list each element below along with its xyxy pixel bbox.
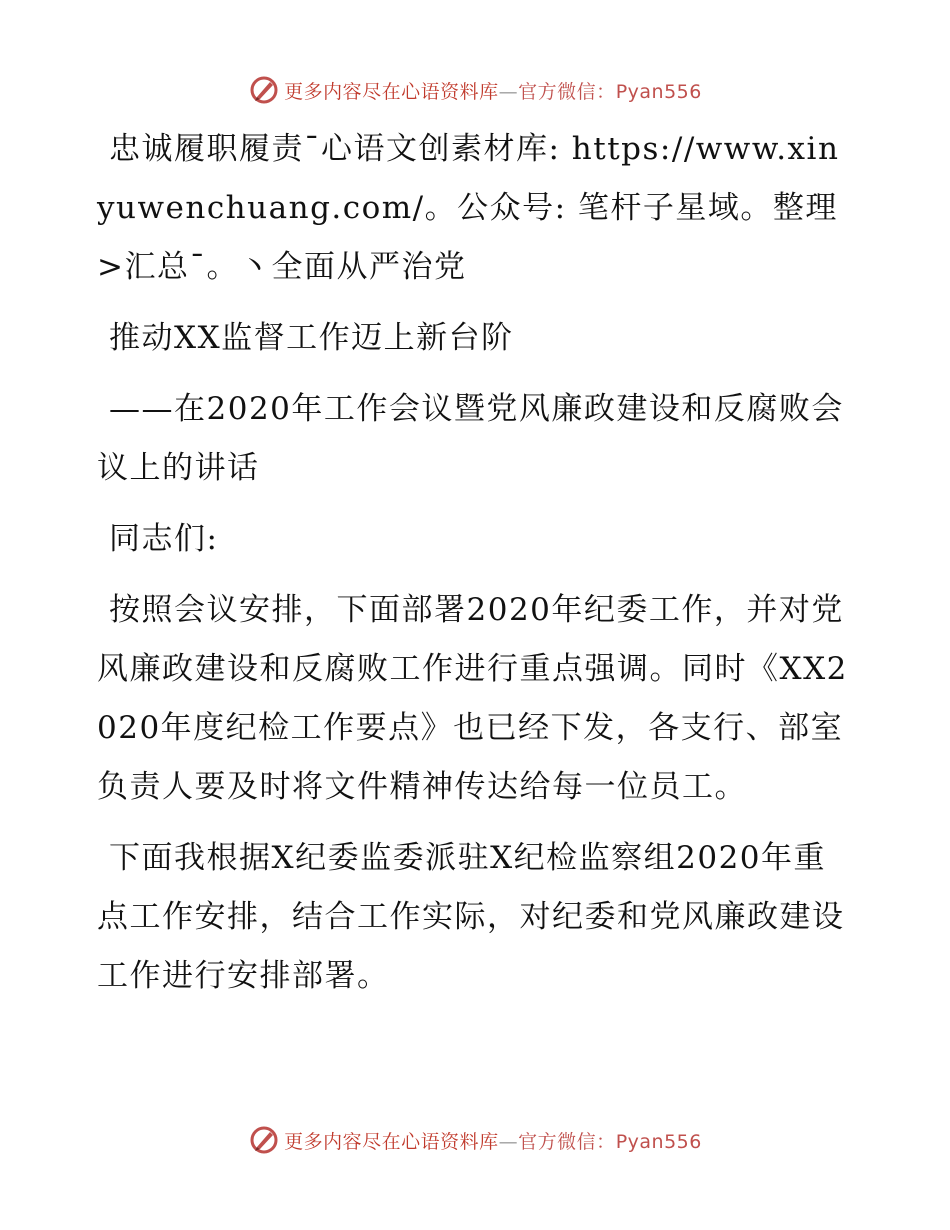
- salutation: 同志们:: [109, 521, 219, 557]
- banner-text: 更多内容尽在心语资料库—官方微信：Pyan556: [284, 1130, 702, 1153]
- header-watermark-banner: [0, 70, 950, 110]
- banner-text: 更多内容尽在心语资料库—官方微信：Pyan556: [284, 80, 702, 103]
- document-subtitle: ——在2020年工作会议暨党风廉政建设和反腐败会议上的讲话: [97, 391, 844, 486]
- body-paragraph-2: 下面我根据X纪委监委派驻X纪检监察组2020年重点工作安排，结合工作实际，对纪委和党风廉政建设工作进行安排部署。: [97, 840, 845, 994]
- pen-logo-icon: [248, 1124, 280, 1156]
- body-paragraph-1: 按照会议安排，下面部署2020年纪委工作，并对党风廉政建设和反腐败工作进行重点强调。同时《XX2020年度纪检工作要点》也已经下发，各支行、部室负责人要及时将文件精神传达给每一位员工。: [97, 592, 848, 805]
- footer-watermark-banner: [0, 1120, 950, 1160]
- pen-logo-icon: [248, 74, 280, 106]
- intro-paragraph: 忠诚履职履责¯心语文创素材库: https://www.xinyuwenchuang.com/。公众号: 笔杆子星域。整理>汇总¯。丶全面从严治党: [97, 131, 840, 285]
- document-body: [97, 120, 857, 1018]
- document-title: 推动XX监督工作迈上新台阶: [109, 320, 514, 356]
